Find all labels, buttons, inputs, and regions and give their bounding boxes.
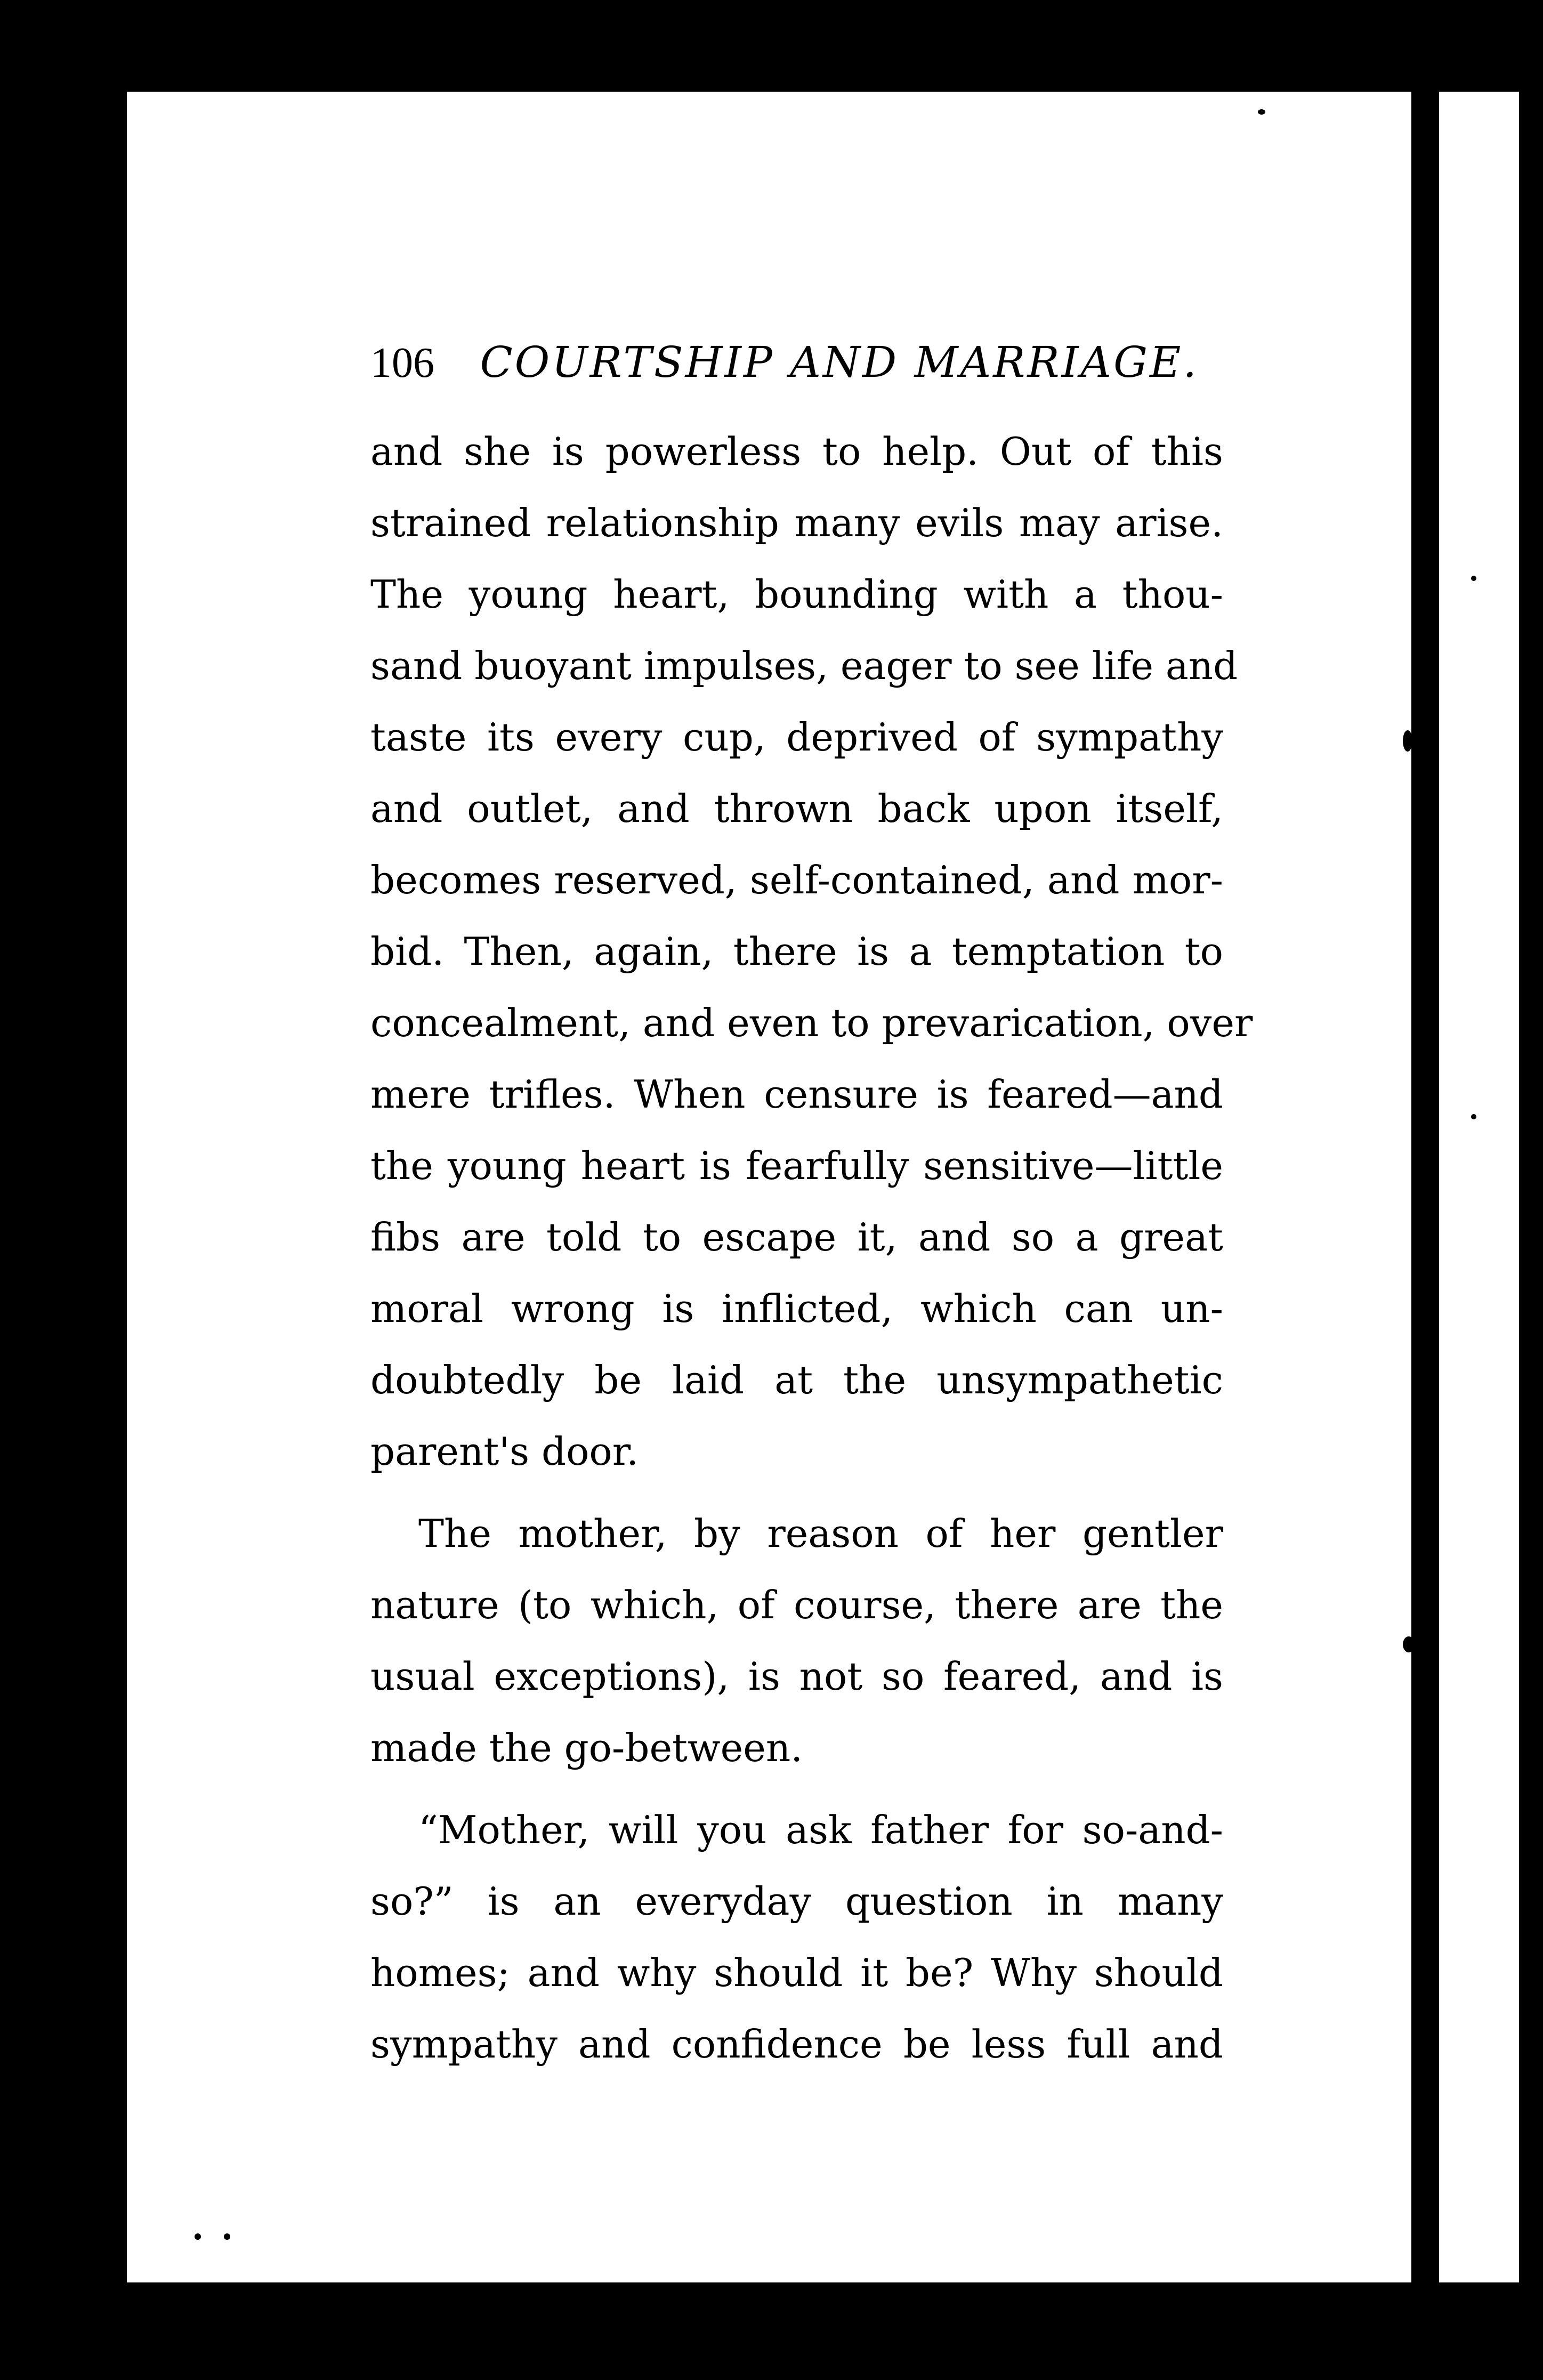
text-line: taste its every cup, deprived of sympathy — [370, 715, 1223, 760]
text-line: fibs are told to escape it, and so a great — [370, 1215, 1223, 1260]
text-line: concealment, and even to prevarication, over — [370, 1001, 1253, 1045]
text-line: becomes reserved, self-contained, and mor- — [370, 858, 1223, 902]
text-line: made the go-between. — [370, 1725, 803, 1770]
text-line: and outlet, and thrown back upon itself, — [370, 786, 1223, 831]
text-line: The mother, by reason of her gentler — [418, 1511, 1223, 1556]
text-line: sand buoyant impulses, eager to see life and — [370, 643, 1238, 688]
text-line: the young heart is fearfully sensitive—little — [370, 1143, 1223, 1188]
scan-speck — [1403, 730, 1412, 752]
text-line: strained relationship many evils may arise. — [370, 501, 1223, 545]
facing-page-edge — [1439, 92, 1519, 2282]
page-number: 106 — [370, 340, 434, 386]
text-line: and she is powerless to help. Out of this — [370, 429, 1223, 474]
text-line: usual exceptions), is not so feared, and is — [370, 1654, 1223, 1699]
scan-speck — [1258, 109, 1265, 115]
scan-speck — [1403, 1636, 1415, 1652]
scan-speck — [195, 2233, 201, 2240]
text-line: homes; and why should it be? Why should — [370, 1950, 1223, 1995]
text-line: bid. Then, again, there is a temptation to — [370, 929, 1223, 974]
text-line: doubtedly be laid at the unsympathetic — [370, 1358, 1223, 1402]
text-line: moral wrong is inflicted, which can un- — [370, 1286, 1223, 1331]
scan-speck — [224, 2233, 230, 2240]
text-line: parent's door. — [370, 1429, 639, 1474]
text-line: mere trifles. When censure is feared—and — [370, 1072, 1223, 1117]
running-header — [370, 330, 1199, 394]
text-line: “Mother, will you ask father for so-and- — [418, 1808, 1223, 1852]
binding-edge — [1411, 92, 1423, 2282]
text-line: The young heart, bounding with a thou- — [370, 572, 1223, 617]
text-line: nature (to which, of course, there are the — [370, 1583, 1223, 1627]
text-line: sympathy and confidence be less full and — [370, 2022, 1223, 2067]
scan-speck — [1471, 576, 1476, 581]
running-title: COURTSHIP AND MARRIAGE. — [480, 337, 1199, 387]
body-text — [370, 416, 1253, 2080]
text-line: so?” is an everyday question in many — [370, 1879, 1223, 1924]
scan-speck — [1471, 1114, 1476, 1119]
